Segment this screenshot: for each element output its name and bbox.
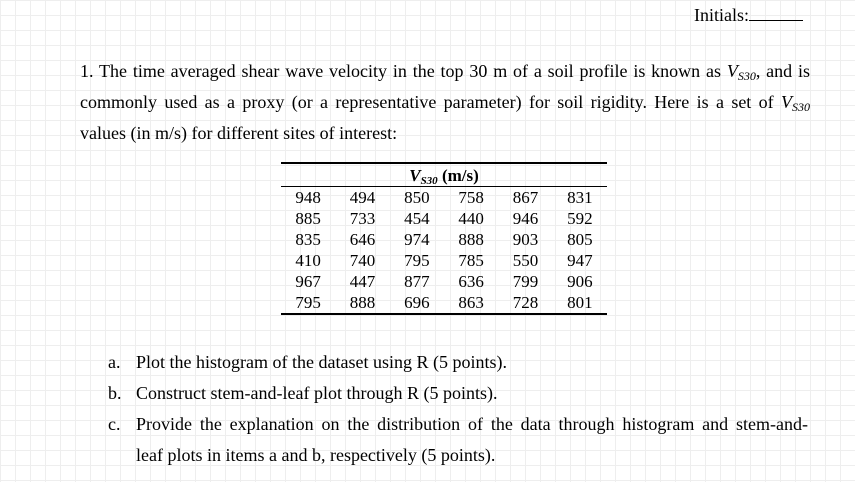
table-cell: 728 bbox=[498, 292, 552, 314]
task-item bbox=[108, 347, 808, 378]
table-header bbox=[281, 162, 607, 187]
question-line-2: commonly used as a proxy (or a representative parameter) for soil rigidity. Here is a set of $V_{S30}$ bbox=[80, 92, 811, 114]
task-marker: a. bbox=[108, 352, 121, 372]
table-cell: 494 bbox=[349, 188, 376, 207]
table-row bbox=[281, 187, 607, 208]
table-cell: 831 bbox=[567, 188, 593, 207]
table-cell: 947 bbox=[567, 251, 593, 270]
table-cell: 903 bbox=[512, 230, 539, 249]
vs30-variable: $V_{S30}$ bbox=[781, 92, 811, 114]
question-number: 1. bbox=[80, 61, 94, 81]
table-body bbox=[281, 187, 607, 314]
table-cell: 885 bbox=[295, 209, 321, 228]
task-item bbox=[108, 409, 808, 471]
table-row bbox=[281, 292, 607, 314]
table-row bbox=[281, 250, 607, 271]
table-cell: 440 bbox=[458, 209, 484, 228]
question-line-3: values (in m/s) for different sites of interest: bbox=[80, 123, 398, 143]
table-cell: 636 bbox=[458, 272, 484, 291]
table-cell: 863 bbox=[444, 292, 498, 314]
table-cell: 946 bbox=[512, 209, 539, 228]
table-cell: 974 bbox=[404, 230, 430, 249]
vs30-variable: $V_{S30}$ bbox=[726, 61, 756, 83]
initials-field bbox=[694, 4, 803, 26]
table-cell: 447 bbox=[349, 272, 376, 291]
table-cell: 592 bbox=[567, 209, 593, 228]
table-cell: 801 bbox=[553, 292, 607, 314]
table-cell: 733 bbox=[349, 209, 376, 228]
table-cell: 850 bbox=[404, 188, 430, 207]
table-cell: 805 bbox=[567, 230, 593, 249]
table-cell: 906 bbox=[567, 272, 593, 291]
table-cell: 696 bbox=[390, 292, 444, 314]
question-1 bbox=[80, 56, 810, 149]
question-line-1: 1. The time averaged shear wave velocity in the top 30 m of a soil profile is known as $V_{S30}$, and is bbox=[80, 61, 811, 83]
task-list bbox=[108, 347, 808, 471]
table-cell: 948 bbox=[295, 188, 321, 207]
task-marker: c. bbox=[108, 414, 121, 434]
table-cell: 740 bbox=[349, 251, 376, 270]
table-cell: 967 bbox=[295, 272, 321, 291]
table-cell: 835 bbox=[295, 230, 321, 249]
table-cell: 550 bbox=[512, 251, 539, 270]
table-row bbox=[281, 208, 607, 229]
task-text: leaf plots in items a and b, respectively (5 points). bbox=[136, 445, 496, 465]
task-marker: b. bbox=[108, 383, 122, 403]
table-cell: 785 bbox=[458, 251, 484, 270]
table-header-variable: $V_{S30}$ bbox=[409, 166, 438, 187]
table-cell: 795 bbox=[281, 292, 335, 314]
initials-blank-line[interactable] bbox=[749, 5, 803, 21]
task-text: Plot the histogram of the dataset using R (5 points). bbox=[136, 352, 507, 372]
table-row bbox=[281, 229, 607, 250]
task-text: Construct stem-and-leaf plot through R (5 points). bbox=[136, 383, 498, 403]
table-cell: 867 bbox=[512, 188, 539, 207]
table-cell: 758 bbox=[458, 188, 484, 207]
table-cell: 799 bbox=[512, 272, 539, 291]
task-text: Provide the explanation on the distribution of the data through histogram and stem-and- bbox=[136, 414, 808, 434]
table-cell: 646 bbox=[349, 230, 376, 249]
table-cell: 410 bbox=[295, 251, 321, 270]
table-cell: 888 bbox=[335, 292, 389, 314]
vs30-data-table bbox=[281, 162, 607, 315]
table-header-unit: (m/s) bbox=[441, 166, 479, 185]
table-cell: 795 bbox=[404, 251, 430, 270]
task-item bbox=[108, 378, 808, 409]
initials-label: Initials: bbox=[694, 5, 749, 25]
table-row bbox=[281, 271, 607, 292]
table-cell: 454 bbox=[404, 209, 430, 228]
table-cell: 877 bbox=[404, 272, 430, 291]
table-cell: 888 bbox=[458, 230, 484, 249]
